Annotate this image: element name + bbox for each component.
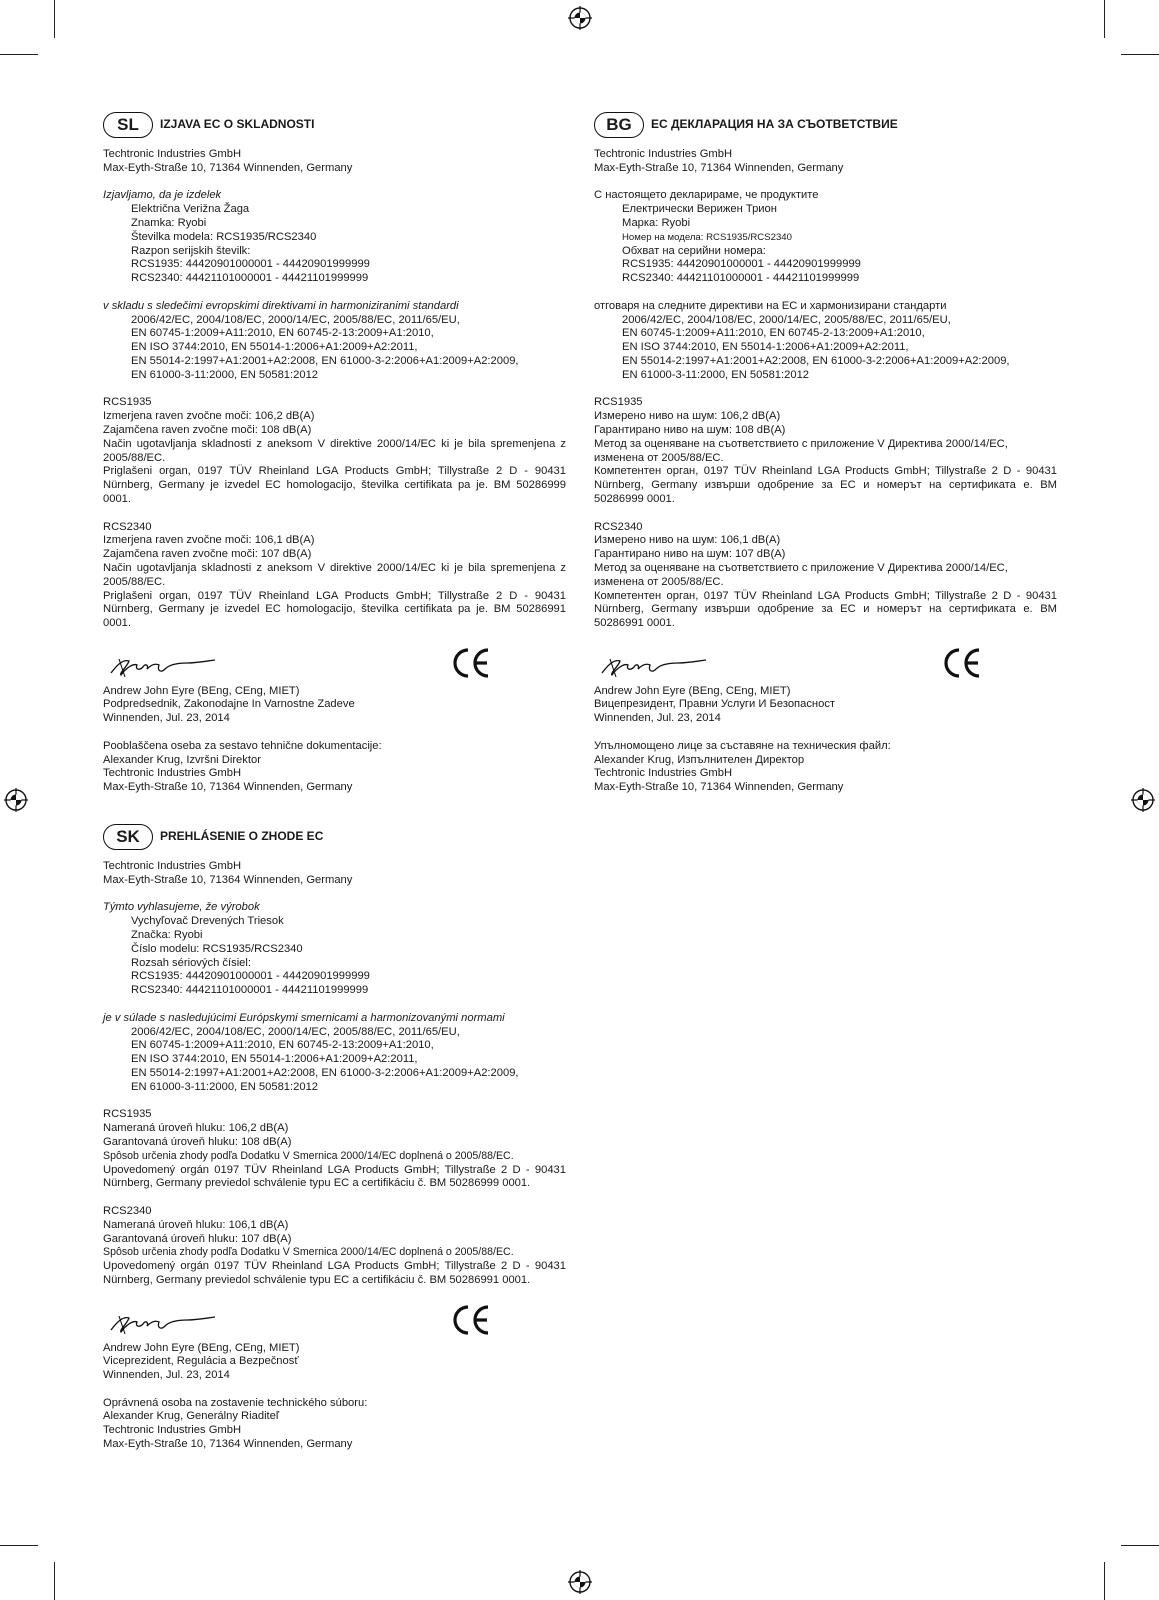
- authorized-person-block: [103, 1397, 566, 1452]
- authorized-address: Max-Eyth-Straße 10, 71364 Winnenden, Germany: [103, 1438, 353, 1451]
- serial-range: RCS1935: 44420901000001 - 44420901999999: [622, 258, 861, 271]
- crop-mark: [0, 1545, 38, 1546]
- directive-line: EN 61000-3-11:2000, EN 50581:2012: [622, 368, 810, 381]
- declaration-intro: Izjavljamo, da je izdelek: [103, 189, 222, 202]
- model-block: [103, 521, 566, 631]
- directive-line: EN 55014-2:1997+A1:2001+A2:2008, EN 61000-3-2:2006+A1:2009+A2:2009,: [131, 354, 519, 367]
- product-model: Номер на модела: RCS1935/RCS2340: [622, 231, 792, 243]
- signing-place-date: Winnenden, Jul. 23, 2014: [594, 712, 721, 725]
- authorized-label: Oprávnená osoba na zostavenie technického súboru:: [103, 1396, 368, 1409]
- section-title: IZJAVA EC O SKLADNOSTI: [160, 117, 315, 132]
- declaration-sk: [103, 824, 566, 1466]
- declaration-bg: [594, 112, 1057, 809]
- company-name: Techtronic Industries GmbH: [103, 148, 242, 160]
- directive-line: EN ISO 3744:2010, EN 55014-1:2006+A1:2009+A2:2011,: [622, 341, 909, 354]
- directive-line: EN 60745-1:2009+A11:2010, EN 60745-2-13:2009+A1:2010,: [622, 327, 925, 340]
- model-name: RCS2340: [594, 520, 643, 533]
- conformity-method: Spôsob určenia zhody podľa Dodatku V Smernica 2000/14/EC doplnená o 2005/88/EC.: [103, 1149, 514, 1162]
- authorized-company: Techtronic Industries GmbH: [103, 767, 242, 780]
- serial-range: RCS2340: 44421101000001 - 44421101999999: [131, 984, 369, 997]
- serial-range-label: Обхват на серийни номера:: [622, 244, 766, 257]
- serial-range-label: Razpon serijskih številk:: [131, 244, 251, 257]
- serial-range: RCS2340: 44421101000001 - 44421101999999: [622, 272, 860, 285]
- section-title: ЕС ДЕКЛАРАЦИЯ НА ЗА СЪОТВЕТСТВИЕ: [651, 117, 898, 132]
- product-brand: Značka: Ryobi: [131, 928, 203, 941]
- authorized-name: Alexander Krug, Generálny Riaditeľ: [103, 1410, 280, 1423]
- product-brand: Марка: Ryobi: [622, 216, 691, 229]
- company-street: Max-Eyth-Straße 10, 71364 Winnenden, Germany: [594, 161, 844, 174]
- conformity-method: Метод за оценяване на съответствието с приложение V Директива 2000/14/EC, изменена от 2005/88/EC.: [594, 561, 1008, 588]
- company-address: [103, 860, 566, 888]
- registration-mark-icon: [568, 1570, 592, 1594]
- signature-row: [103, 1302, 566, 1340]
- notified-body: Компетентен орган, 0197 TÜV Rheinland LGA Products GmbH; Tillystraße 2 D - 90431 Nürnberg, Germany извърши одобрение за ЕС и номерът на сертификата е. BM 50286991 0001.: [594, 589, 1057, 630]
- crop-mark: [54, 0, 55, 38]
- section-header: [103, 824, 566, 850]
- directive-line: EN 60745-1:2009+A11:2010, EN 60745-2-13:2009+A1:2010,: [131, 327, 434, 340]
- conformity-method: Метод за оценяване на съответствието с приложение V Директива 2000/14/EC, изменена от 2005/88/EC.: [594, 437, 1008, 464]
- section-header: [594, 112, 1057, 138]
- notified-body: Priglašeni organ, 0197 TÜV Rheinland LGA Products GmbH; Tillystraße 2 D - 90431 Nürnberg, Germany je izvedel EC homologacijo, številka certifikata pa je. BM 50286999 0001.: [103, 465, 566, 505]
- directive-line: EN ISO 3744:2010, EN 55014-1:2006+A1:2009+A2:2011,: [131, 341, 418, 354]
- company-address: [594, 148, 1057, 176]
- signer-title: Podpredsednik, Zakonodajne In Varnostne Zadeve: [103, 698, 355, 711]
- model-block: [103, 1205, 566, 1288]
- directive-line: EN 61000-3-11:2000, EN 50581:2012: [131, 1080, 319, 1093]
- crop-mark: [1121, 1545, 1159, 1546]
- declaration-intro: Týmto vyhlasujeme, že výrobok: [103, 901, 260, 914]
- signer-name: Andrew John Eyre (BEng, CEng, MIET): [103, 684, 300, 697]
- guaranteed-level: Zajamčena raven zvočne moči: 107 dB(A): [103, 548, 312, 561]
- signing-place-date: Winnenden, Jul. 23, 2014: [103, 1369, 230, 1382]
- language-badge: SL: [103, 112, 153, 138]
- product-block: [103, 189, 566, 286]
- directives-block: [103, 300, 566, 383]
- product-model: Številka modela: RCS1935/RCS2340: [131, 230, 317, 243]
- directive-line: EN 60745-1:2009+A11:2010, EN 60745-2-13:2009+A1:2010,: [131, 1039, 434, 1052]
- company-name: Techtronic Industries GmbH: [594, 148, 733, 160]
- notified-body: Upovedomený orgán 0197 TÜV Rheinland LGA Products GmbH; Tillystraße 2 D - 90431 Nürnberg, Germany previedol schválenie typu EC a certifikáciu č. BM 50286991 0001.: [103, 1260, 566, 1286]
- ce-mark-icon: [451, 1304, 491, 1336]
- notified-body: Upovedomený orgán 0197 TÜV Rheinland LGA Products GmbH; Tillystraße 2 D - 90431 Nürnberg, Germany previedol schválenie typu EC a certifikáciu č. BM 50286999 0001.: [103, 1163, 566, 1190]
- notified-body: Priglašeni organ, 0197 TÜV Rheinland LGA Products GmbH; Tillystraße 2 D - 90431 Nürnberg, Germany je izvedel EC homologacijo, številka certifikata pa je. BM 50286991 0001.: [103, 589, 566, 630]
- product-block: [103, 901, 566, 998]
- measured-level: Nameraná úroveň hluku: 106,1 dB(A): [103, 1218, 289, 1231]
- guaranteed-level: Garantovaná úroveň hluku: 108 dB(A): [103, 1135, 292, 1148]
- guaranteed-level: Гарантирано ниво на шум: 107 dB(A): [594, 548, 786, 561]
- declaration-sl: [103, 112, 566, 809]
- measured-level: Izmerjena raven zvočne moči: 106,2 dB(A): [103, 410, 315, 423]
- language-badge: SK: [103, 824, 153, 850]
- company-street: Max-Eyth-Straße 10, 71364 Winnenden, Germany: [103, 873, 353, 886]
- authorized-address: Max-Eyth-Straße 10, 71364 Winnenden, Germany: [594, 781, 844, 794]
- section-title: PREHLÁSENIE O ZHODE EC: [160, 829, 324, 844]
- directives-intro: je v súlade s nasledujúcimi Európskymi smernicami a harmonizovanými normami: [103, 1011, 505, 1024]
- directive-line: 2006/42/EC, 2004/108/EC, 2000/14/EC, 2005/88/EC, 2011/65/EU,: [131, 1025, 460, 1038]
- model-block: [594, 521, 1057, 631]
- product-name: Vychyľovač Drevených Triesok: [131, 915, 284, 928]
- authorized-company: Techtronic Industries GmbH: [594, 767, 733, 780]
- directives-block: [594, 300, 1057, 383]
- signer-title: Вицепрезидент, Правни Услуги И Безопасност: [594, 698, 836, 711]
- authorized-company: Techtronic Industries GmbH: [103, 1424, 242, 1437]
- declaration-intro: С настоящето декларираме, че продуктите: [594, 189, 819, 202]
- signature-icon: [107, 651, 219, 679]
- crop-mark: [1104, 1562, 1105, 1600]
- directive-line: 2006/42/EC, 2004/108/EC, 2000/14/EC, 2005/88/EC, 2011/65/EU,: [131, 313, 460, 326]
- guaranteed-level: Zajamčena raven zvočne moči: 108 dB(A): [103, 423, 312, 436]
- conformity-method: Spôsob určenia zhody podľa Dodatku V Smernica 2000/14/EC doplnená o 2005/88/EC.: [103, 1246, 514, 1259]
- guaranteed-level: Гарантирано ниво на шум: 108 dB(A): [594, 423, 786, 436]
- product-name: Električna Verižna Žaga: [131, 203, 250, 216]
- model-name: RCS1935: [103, 396, 152, 409]
- directive-line: 2006/42/EC, 2004/108/EC, 2000/14/EC, 2005/88/EC, 2011/65/EU,: [622, 313, 951, 326]
- signer-block: [103, 1342, 566, 1383]
- authorized-name: Alexander Krug, Изпълнителен Директор: [594, 753, 805, 766]
- crop-mark: [1104, 0, 1105, 38]
- signature-icon: [107, 1308, 219, 1336]
- directives-block: [103, 1012, 566, 1095]
- crop-mark: [1121, 54, 1159, 55]
- model-name: RCS2340: [103, 1204, 152, 1217]
- company-name: Techtronic Industries GmbH: [103, 860, 242, 872]
- product-brand: Znamka: Ryobi: [131, 216, 207, 229]
- model-name: RCS2340: [103, 520, 152, 533]
- directive-line: EN 55014-2:1997+A1:2001+A2:2008, EN 61000-3-2:2006+A1:2009+A2:2009,: [622, 354, 1010, 367]
- crop-mark: [54, 1562, 55, 1600]
- signer-block: [594, 685, 1057, 726]
- language-badge: BG: [594, 112, 644, 138]
- directive-line: EN 55014-2:1997+A1:2001+A2:2008, EN 61000-3-2:2006+A1:2009+A2:2009,: [131, 1066, 519, 1079]
- directives-intro: v skladu s sledečimi evropskimi direktivami in harmoniziranimi standardi: [103, 299, 459, 312]
- authorized-label: Pooblaščena oseba za sestavo tehnične dokumentacije:: [103, 739, 382, 752]
- authorized-person-block: [103, 740, 566, 795]
- section-header: [103, 112, 566, 138]
- registration-mark-icon: [1131, 788, 1155, 812]
- registration-mark-icon: [568, 6, 592, 30]
- model-block: [103, 396, 566, 506]
- conformity-method: Način ugotavljanja skladnosti z aneksom V direktive 2000/14/EC ki je bila spremenjena z 2005/88/EC.: [103, 437, 566, 464]
- notified-body: Компетентен орган, 0197 TÜV Rheinland LGA Products GmbH; Tillystraße 2 D - 90431 Nürnberg, Germany извърши одобрение за ЕС и номерът на сертификата е. BM 50286999 0001.: [594, 465, 1057, 505]
- company-street: Max-Eyth-Straße 10, 71364 Winnenden, Germany: [103, 161, 353, 174]
- signing-place-date: Winnenden, Jul. 23, 2014: [103, 712, 230, 725]
- model-block: [594, 396, 1057, 506]
- authorized-name: Alexander Krug, Izvršni Direktor: [103, 753, 261, 766]
- directive-line: EN 61000-3-11:2000, EN 50581:2012: [131, 368, 319, 381]
- serial-range: RCS1935: 44420901000001 - 44420901999999: [131, 970, 370, 983]
- serial-range: RCS1935: 44420901000001 - 44420901999999: [131, 258, 370, 271]
- model-name: RCS1935: [103, 1108, 152, 1121]
- product-block: [594, 189, 1057, 286]
- directive-line: EN ISO 3744:2010, EN 55014-1:2006+A1:2009+A2:2011,: [131, 1053, 418, 1066]
- crop-mark: [0, 54, 38, 55]
- product-model: Číslo modelu: RCS1935/RCS2340: [131, 942, 303, 955]
- signer-name: Andrew John Eyre (BEng, CEng, MIET): [103, 1341, 300, 1354]
- measured-level: Измерено ниво на шум: 106,2 dB(A): [594, 410, 781, 423]
- ce-mark-icon: [942, 647, 982, 679]
- serial-range-label: Rozsah sériových čísiel:: [131, 956, 251, 969]
- model-block: [103, 1108, 566, 1191]
- directives-intro: отговаря на следните директиви на ЕС и хармонизирани стандарти: [594, 299, 947, 312]
- model-name: RCS1935: [594, 396, 643, 409]
- registration-mark-icon: [4, 788, 28, 812]
- signature-row: [103, 645, 566, 683]
- measured-level: Izmerjena raven zvočne moči: 106,1 dB(A): [103, 534, 315, 547]
- product-name: Електрически Верижен Трион: [622, 203, 777, 216]
- authorized-person-block: [594, 740, 1057, 795]
- guaranteed-level: Garantovaná úroveň hluku: 107 dB(A): [103, 1232, 292, 1245]
- serial-range: RCS2340: 44421101000001 - 44421101999999: [131, 272, 369, 285]
- signature-row: [594, 645, 1057, 683]
- signer-title: Viceprezident, Regulácia a Bezpečnosť: [103, 1355, 299, 1368]
- signature-icon: [598, 651, 710, 679]
- conformity-method: Način ugotavljanja skladnosti z aneksom V direktive 2000/14/EC ki je bila spremenjena z 2005/88/EC.: [103, 561, 566, 588]
- signer-block: [103, 685, 566, 726]
- measured-level: Nameraná úroveň hluku: 106,2 dB(A): [103, 1122, 289, 1135]
- ce-mark-icon: [451, 647, 491, 679]
- company-address: [103, 148, 566, 176]
- signer-name: Andrew John Eyre (BEng, CEng, MIET): [594, 684, 791, 697]
- authorized-address: Max-Eyth-Straße 10, 71364 Winnenden, Germany: [103, 781, 353, 794]
- authorized-label: Упълномощено лице за съставяне на техническия файл:: [594, 739, 891, 752]
- measured-level: Измерено ниво на шум: 106,1 dB(A): [594, 534, 781, 547]
